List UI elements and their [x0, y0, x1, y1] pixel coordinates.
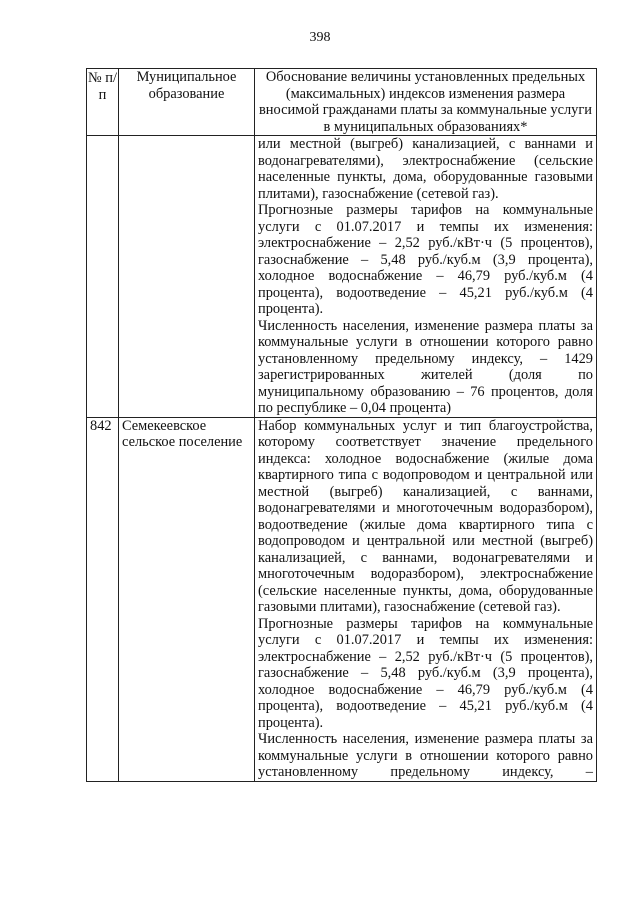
justification-paragraph: или местной (выгреб) канализацией, с ваннами и водонагревателями), электроснабжение (сельские населенные пункты, дома, оборудованные газовыми плитами), газоснабжение (сетевой газ). [258, 136, 593, 202]
header-justification: Обоснование величины установленных предельных (максимальных) индексов изменения размера вносимой гражданами платы за коммунальные услуги в муниципальных образованиях* [255, 69, 597, 136]
row-justification [255, 417, 597, 781]
row-number [87, 136, 119, 418]
row-number: 842 [87, 417, 119, 781]
row-municipality: Семекеевское сельское поселение [119, 417, 255, 781]
justification-paragraph: Численность населения, изменение размера платы за коммунальные услуги в отношении которого равно установленному предельному индексу, – [258, 731, 593, 780]
justification-paragraph: Прогнозные размеры тарифов на коммунальные услуги с 01.07.2017 и темпы их изменения: электроснабжение – 2,52 руб./кВт·ч (5 процентов), газоснабжение – 5,48 руб./куб.м (3,9 процента), холодное водоснабжение – 46,79 руб./куб.м (4 процента), водоотведение – 45,21 руб./куб.м (4 процента). [258, 202, 593, 317]
table-row [87, 136, 597, 418]
header-number: № п/п [87, 69, 119, 136]
justification-paragraph: Набор коммунальных услуг и тип благоустройства, которому соответствует значение предельного индекса: холодное водоснабжение (жилые дома квартирного типа с водопроводом и центральной или местной (выгреб) канализацией, с ваннами, водонагревателями и многоточечным водоразбором), водоотведение (жилые дома квартирного типа с водопроводом и центральной или местной (выгреб) канализацией, с ваннами, водонагревателями и многоточечным водоразбором), электроснабжение (сельские населенные пункты, дома, оборудованные газовыми плитами), газоснабжение (сетевой газ). [258, 417, 593, 615]
header-municipality: Муниципальное образование [119, 69, 255, 136]
table-header-row [87, 69, 597, 136]
page-number: 398 [309, 30, 331, 45]
table-row [87, 417, 597, 781]
row-justification [255, 136, 597, 418]
row-municipality [119, 136, 255, 418]
justification-paragraph: Прогнозные размеры тарифов на коммунальные услуги с 01.07.2017 и темпы их изменения: электроснабжение – 2,52 руб./кВт·ч (5 процентов), газоснабжение – 5,48 руб./куб.м (3,9 процента), холодное водоснабжение – 46,79 руб./куб.м (4 процента), водоотведение – 45,21 руб./куб.м (4 процента). [258, 615, 593, 731]
justification-paragraph: Численность населения, изменение размера платы за коммунальные услуги в отношении которого равно установленному предельному индексу, – 1429 зарегистрированных жителей (доля по муниципальному образованию – 76 процентов, доля по республике – 0,04 процента) [258, 317, 593, 416]
tariff-index-table [86, 68, 597, 782]
